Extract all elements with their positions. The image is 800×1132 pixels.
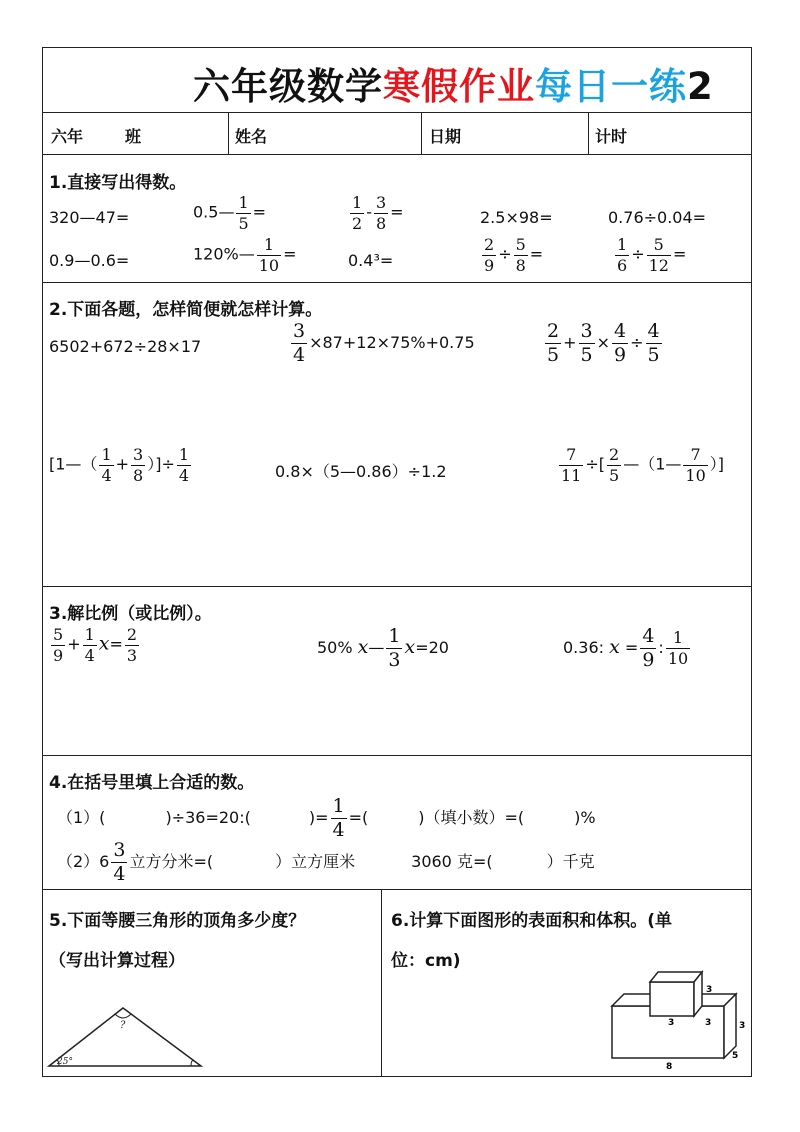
divider (381, 889, 382, 1076)
divider (43, 154, 751, 155)
problem: 320—47= (49, 208, 130, 227)
fill-line-2: （2）6 $\frac{3}{4}$ 立方分米=( ）立方厘米 3060 克=( ）千克 (57, 838, 595, 885)
angle-label: 25° (57, 1057, 73, 1067)
divider (43, 586, 751, 587)
divider (421, 112, 422, 154)
dimension-label: 3 (668, 1018, 675, 1028)
section-6-heading: 6.计算下面图形的表面积和体积。(单 (391, 911, 673, 931)
problem: 0.4³= (348, 251, 394, 270)
problem: 120%— $\frac{1}{10}$ = (193, 235, 297, 275)
divider (43, 755, 751, 756)
problem: $\frac{3}{4}$ ×87+12×75%+0.75 (293, 320, 475, 366)
problem: $\frac{2}{9}$ ÷ $\frac{5}{8}$ = (484, 235, 544, 275)
divider (228, 112, 229, 154)
dimension-label: 3 (705, 1018, 712, 1028)
grade-label: 六年 (51, 127, 84, 146)
problem: 50% x— $\frac{1}{3}$ x=20 (317, 625, 449, 671)
dimension-label: 8 (666, 1062, 673, 1070)
problem: 0.76÷0.04= (608, 208, 707, 227)
section-1-heading: 1.直接写出得数。 (49, 173, 187, 193)
time-label: 计时 (595, 127, 628, 146)
section-3-heading: 3.解比例（或比例）。 (49, 604, 212, 624)
problem: $\frac{1}{6}$ ÷ $\frac{5}{12}$ = (617, 235, 687, 275)
problem: $\frac{2}{5}$ + $\frac{3}{5}$ × $\frac{4}{9}$ ÷ $\frac{4}{5}$ (547, 320, 660, 366)
problem: 0.5— $\frac{1}{5}$ = (193, 193, 267, 233)
top-cube-top (650, 972, 702, 982)
bottom-cuboid-side (724, 994, 736, 1058)
date-label: 日期 (429, 127, 462, 146)
name-label: 姓名 (235, 127, 268, 146)
problem: 0.36: x = $\frac{4}{9}$ : $\frac{1}{10}$ (563, 625, 689, 671)
apex-angle-arc (115, 1014, 131, 1018)
class-label: 班 (125, 127, 142, 146)
apex-question-mark: ? (120, 1020, 126, 1031)
problem: [1—（ $\frac{1}{4}$ + $\frac{3}{8}$ ）]÷ $\frac{1}{4}$ (49, 445, 190, 485)
problem: 0.8×（5—0.86）÷1.2 (275, 462, 447, 481)
worksheet (42, 47, 752, 1077)
section-4-heading: 4.在括号里填上合适的数。 (49, 773, 255, 793)
problem: $\frac{7}{11}$ ÷[ $\frac{2}{5}$ —（1— $\frac{7}{10}$ ）] (561, 445, 724, 485)
problem: $\frac{5}{9}$ + $\frac{1}{4}$ x= $\frac{2}{3}$ (53, 625, 138, 665)
section-2-heading: 2.下面各题，怎样简便就怎样计算。 (49, 300, 323, 320)
section-6-subheading: 位：cm) (391, 951, 461, 971)
problem: 2.5×98= (480, 208, 553, 227)
problem: $\frac{1}{2}$ - $\frac{3}{8}$ = (352, 193, 404, 233)
stacked-cuboids-figure (608, 966, 748, 1070)
divider (588, 112, 589, 154)
top-cube-front (650, 982, 694, 1016)
problem: 0.9—0.6= (49, 251, 130, 270)
divider (43, 112, 751, 113)
divider (43, 282, 751, 283)
fill-line-1: （1）( )÷36=20:( )= $\frac{1}{4}$ =( )（填小数）=( )% (57, 794, 596, 841)
divider (43, 889, 751, 890)
section-5-heading: 5.下面等腰三角形的顶角多少度？ (49, 911, 306, 931)
section-5-subheading: （写出计算过程） (49, 951, 185, 971)
isosceles-triangle-figure (45, 998, 211, 1070)
problem: 6502+672÷28×17 (49, 337, 202, 356)
page-title: 六年级数学寒假作业每日一练2 (193, 65, 714, 108)
dimension-label: 3 (739, 1021, 746, 1031)
dimension-label: 3 (706, 985, 713, 995)
dimension-label: 5 (732, 1051, 739, 1061)
